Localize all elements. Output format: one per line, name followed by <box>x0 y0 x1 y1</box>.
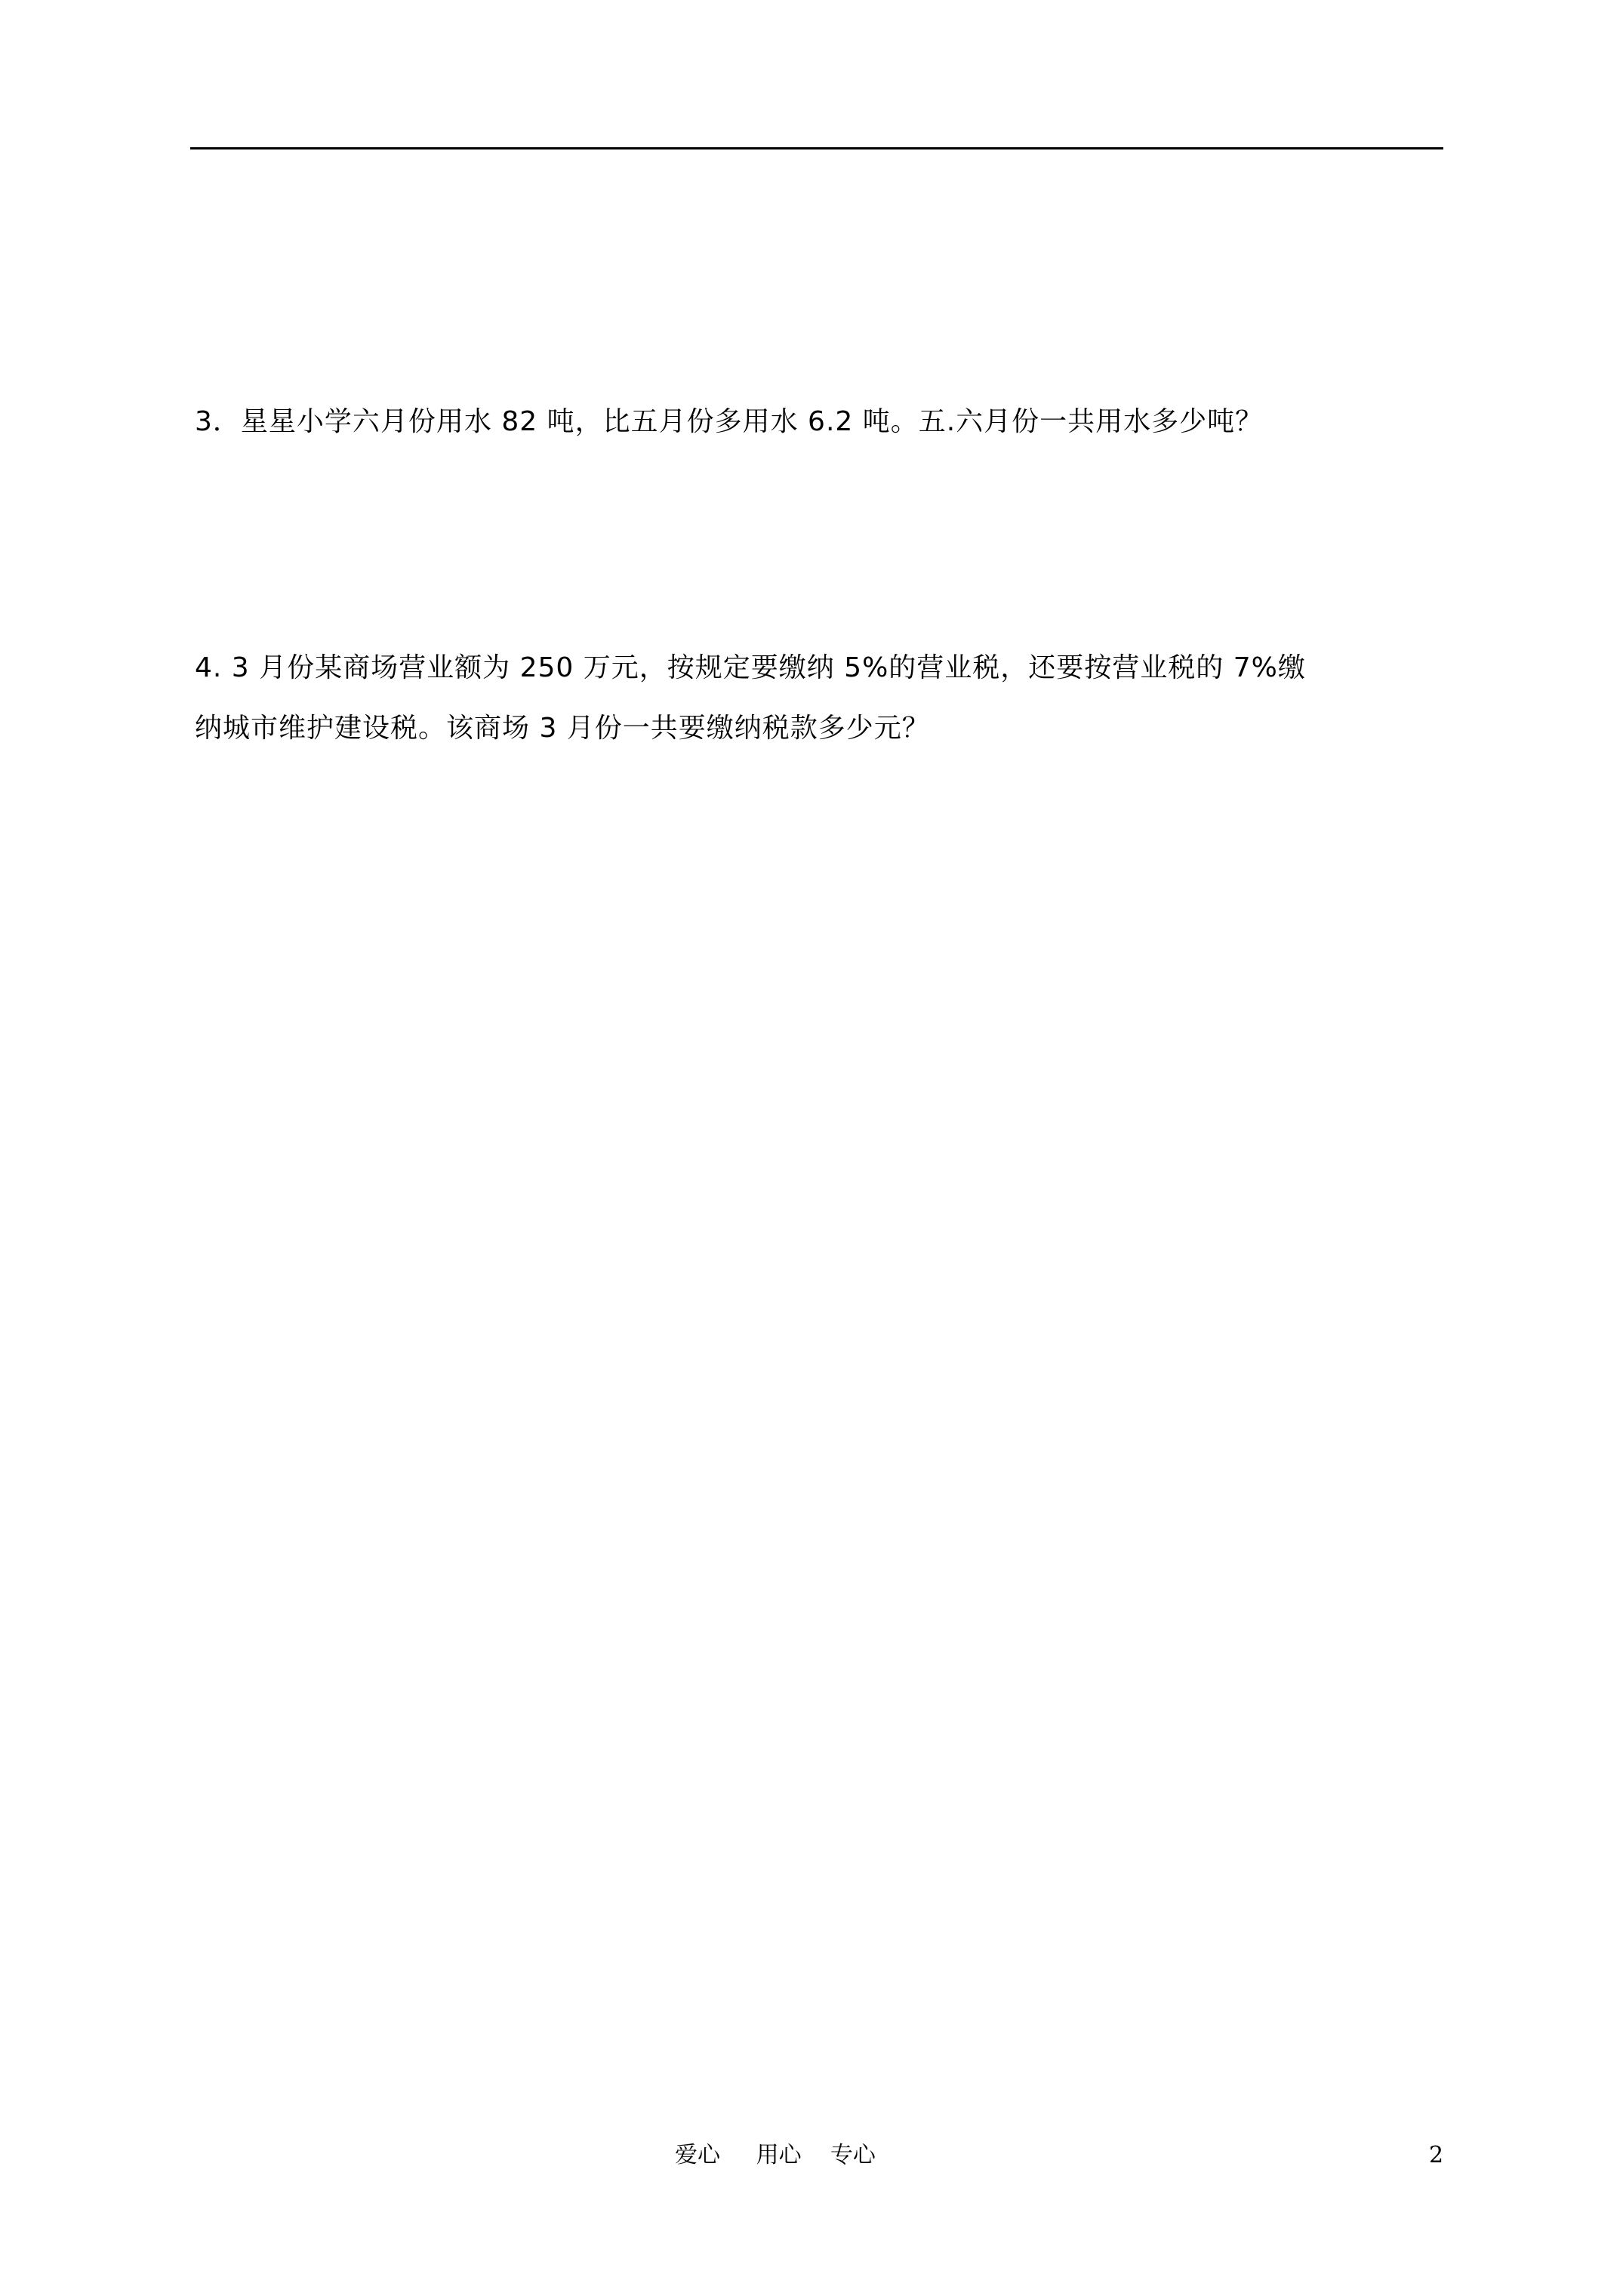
question-4-line-2: 纳城市维护建设税。该商场 3 月份一共要缴纳税款多少元？ <box>195 713 930 744</box>
question-4 <box>195 638 1448 759</box>
page-number: 2 <box>1429 2142 1444 2168</box>
question-3 <box>195 392 1448 452</box>
question-3-text: 3．星星小学六月份用水 82 吨，比五月份多用水 6.2 吨。五.六月份一共用水多少吨？ <box>195 406 1264 437</box>
footer-motto: 爱心 用心 专心 <box>675 2142 876 2168</box>
question-4-line-1: 4. 3 月份某商场营业额为 250 万元，按规定要缴纳 5%的营业税，还要按营业税的 7%缴 <box>195 652 1306 683</box>
header-rule <box>190 147 1443 149</box>
